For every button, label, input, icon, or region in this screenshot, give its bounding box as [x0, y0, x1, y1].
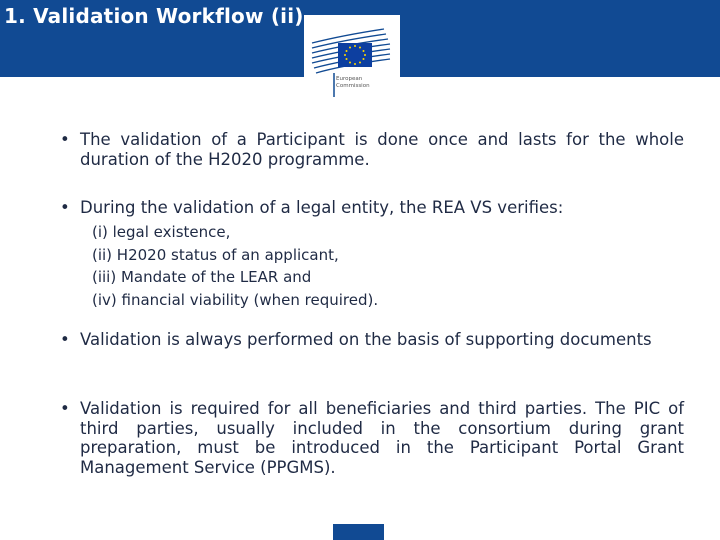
bullet-dot-icon: • [60, 130, 70, 149]
verification-item: (iii) Mandate of the LEAR and [92, 268, 312, 286]
bullet-item [60, 330, 684, 350]
logo-line-1: European [336, 76, 363, 82]
bullet-dot-icon: • [60, 330, 70, 349]
logo-wordmark [336, 76, 370, 90]
bullet-item [60, 399, 684, 477]
footer-bar [333, 524, 384, 540]
bullet-item [60, 198, 694, 218]
bullet-text: During the validation of a legal entity, the REA VS verifies: [80, 198, 564, 217]
bullet-dot-icon: • [60, 399, 70, 418]
bullet-dot-icon: • [60, 198, 70, 217]
verification-item: (iv) financial viability (when required). [92, 290, 379, 309]
verification-list [92, 221, 378, 311]
slide-title: 1. Validation Workflow (ii) [4, 4, 304, 28]
european-commission-logo [304, 15, 400, 101]
verification-item: (ii) H2020 status of an applicant, [92, 245, 339, 264]
bullet-text: Validation is required for all beneficiaries and third parties. The PIC of third parties, usually included in the consortium during grant preparation, must be introduced in the Participant Portal Grant Management Service (PPGMS). [80, 399, 684, 477]
bullet-text: The validation of a Participant is done once and lasts for the whole duration of the H2020 programme. [80, 130, 684, 169]
bullet-text: Validation is always performed on the basis of supporting documents [80, 330, 652, 349]
verification-item: (i) legal existence, [92, 223, 231, 241]
bullet-item [60, 130, 684, 169]
logo-line-2: Commission [336, 83, 370, 89]
